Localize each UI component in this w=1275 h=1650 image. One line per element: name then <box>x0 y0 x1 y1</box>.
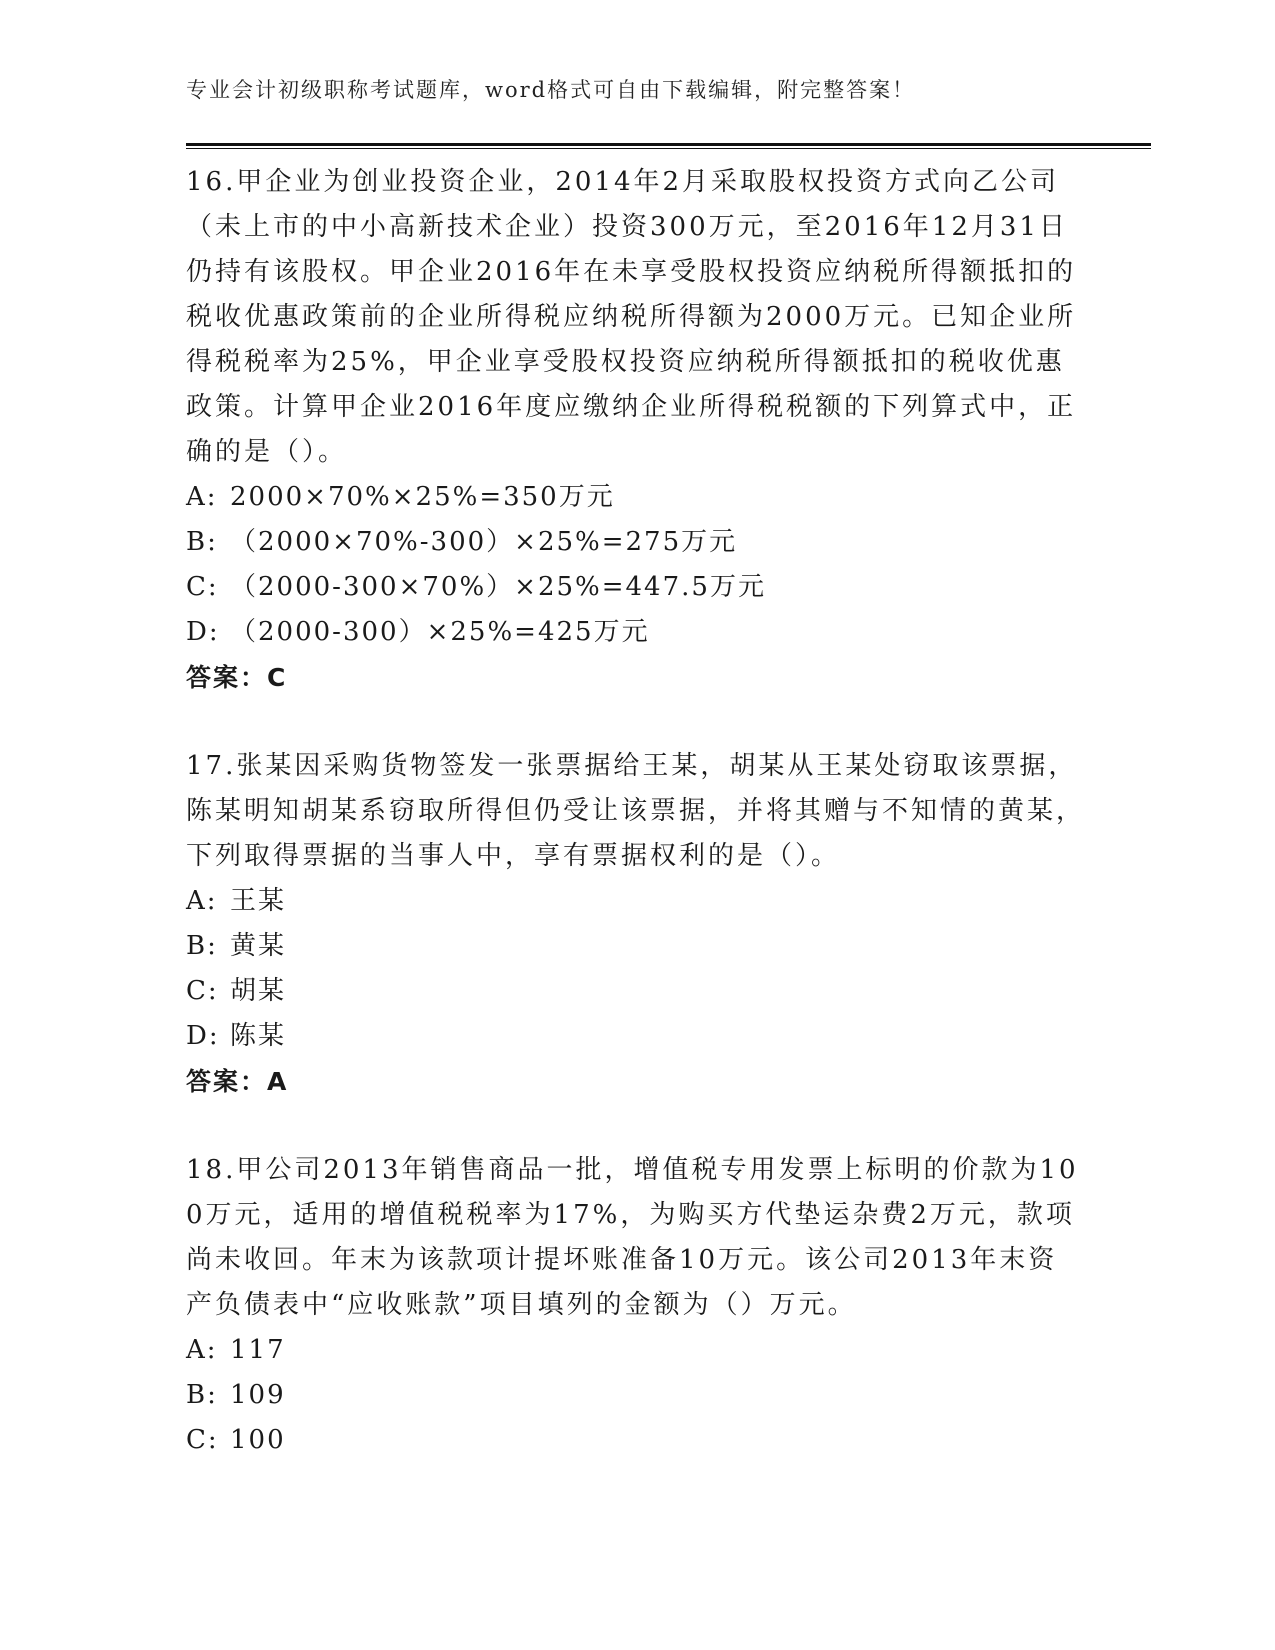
option-text: 胡某 <box>230 976 287 1006</box>
option-c <box>186 1418 1086 1463</box>
page-header: 专业会计初级职称考试题库，word格式可自由下载编辑，附完整答案！ <box>186 78 916 102</box>
option-c <box>186 565 1086 610</box>
option-b <box>186 520 1086 565</box>
header-rule-thin <box>186 148 1151 149</box>
option-b <box>186 924 1086 969</box>
question-stem: 18.甲公司2013年销售商品一批，增值税专用发票上标明的价款为100万元，适用的增值税税率为17%，为购买方代垫运杂费2万元，款项尚未收回。年末为该款项计提坏账准备10万元。该公司2013年末资产负债表中“应收账款”项目填列的金额为（）万元。 <box>186 1155 1079 1320</box>
header-rule-thick <box>186 143 1151 146</box>
option-letter: D: <box>186 617 220 647</box>
option-d <box>186 1014 1086 1059</box>
option-letter: C: <box>186 1425 219 1455</box>
option-letter: A: <box>186 886 218 916</box>
option-d <box>186 610 1086 655</box>
option-a <box>186 1328 1086 1373</box>
option-a <box>186 475 1086 520</box>
option-text: 117 <box>230 1335 286 1365</box>
option-b <box>186 1373 1086 1418</box>
question-17 <box>186 744 1086 1104</box>
option-text: 陈某 <box>230 1021 287 1051</box>
option-text: 王某 <box>230 886 287 916</box>
option-letter: A: <box>186 1335 218 1365</box>
option-letter: D: <box>186 1021 220 1051</box>
question-16 <box>186 160 1086 700</box>
option-text: 100 <box>230 1425 286 1455</box>
option-text: 黄某 <box>230 931 287 961</box>
option-text: 2000×70%×25%=350万元 <box>230 482 615 512</box>
option-text: 109 <box>230 1380 286 1410</box>
option-a <box>186 879 1086 924</box>
option-letter: C: <box>186 572 219 602</box>
option-text: （2000-300×70%）×25%=447.5万元 <box>230 572 766 602</box>
option-letter: C: <box>186 976 219 1006</box>
answer-label: 答案：C <box>186 663 288 692</box>
question-stem: 16.甲企业为创业投资企业，2014年2月采取股权投资方式向乙公司（未上市的中小高新技术企业）投资300万元，至2016年12月31日仍持有该股权。甲企业2016年在未享受股权投资应纳税所得额抵扣的税收优惠政策前的企业所得税应纳税所得额为2000万元。已知企业所得税税率为25%，甲企业享受股权投资应纳税所得额抵扣的税收优惠政策。计算甲企业2016年度应缴纳企业所得税税额的下列算式中，正确的是（）。 <box>186 167 1077 467</box>
option-letter: B: <box>186 1380 218 1410</box>
answer-label: 答案：A <box>186 1067 289 1096</box>
question-stem: 17.张某因采购货物签发一张票据给王某，胡某从王某处窃取该票据，陈某明知胡某系窃取所得但仍受让该票据，并将其赠与不知情的黄某，下列取得票据的当事人中，享有票据权利的是（）。 <box>186 751 1086 871</box>
option-c <box>186 969 1086 1014</box>
option-text: （2000-300）×25%=425万元 <box>230 617 650 647</box>
question-18 <box>186 1148 1086 1463</box>
option-text: （2000×70%-300）×25%=275万元 <box>230 527 738 557</box>
option-letter: B: <box>186 931 218 961</box>
question-list <box>186 160 1086 1507</box>
option-letter: A: <box>186 482 218 512</box>
option-letter: B: <box>186 527 218 557</box>
